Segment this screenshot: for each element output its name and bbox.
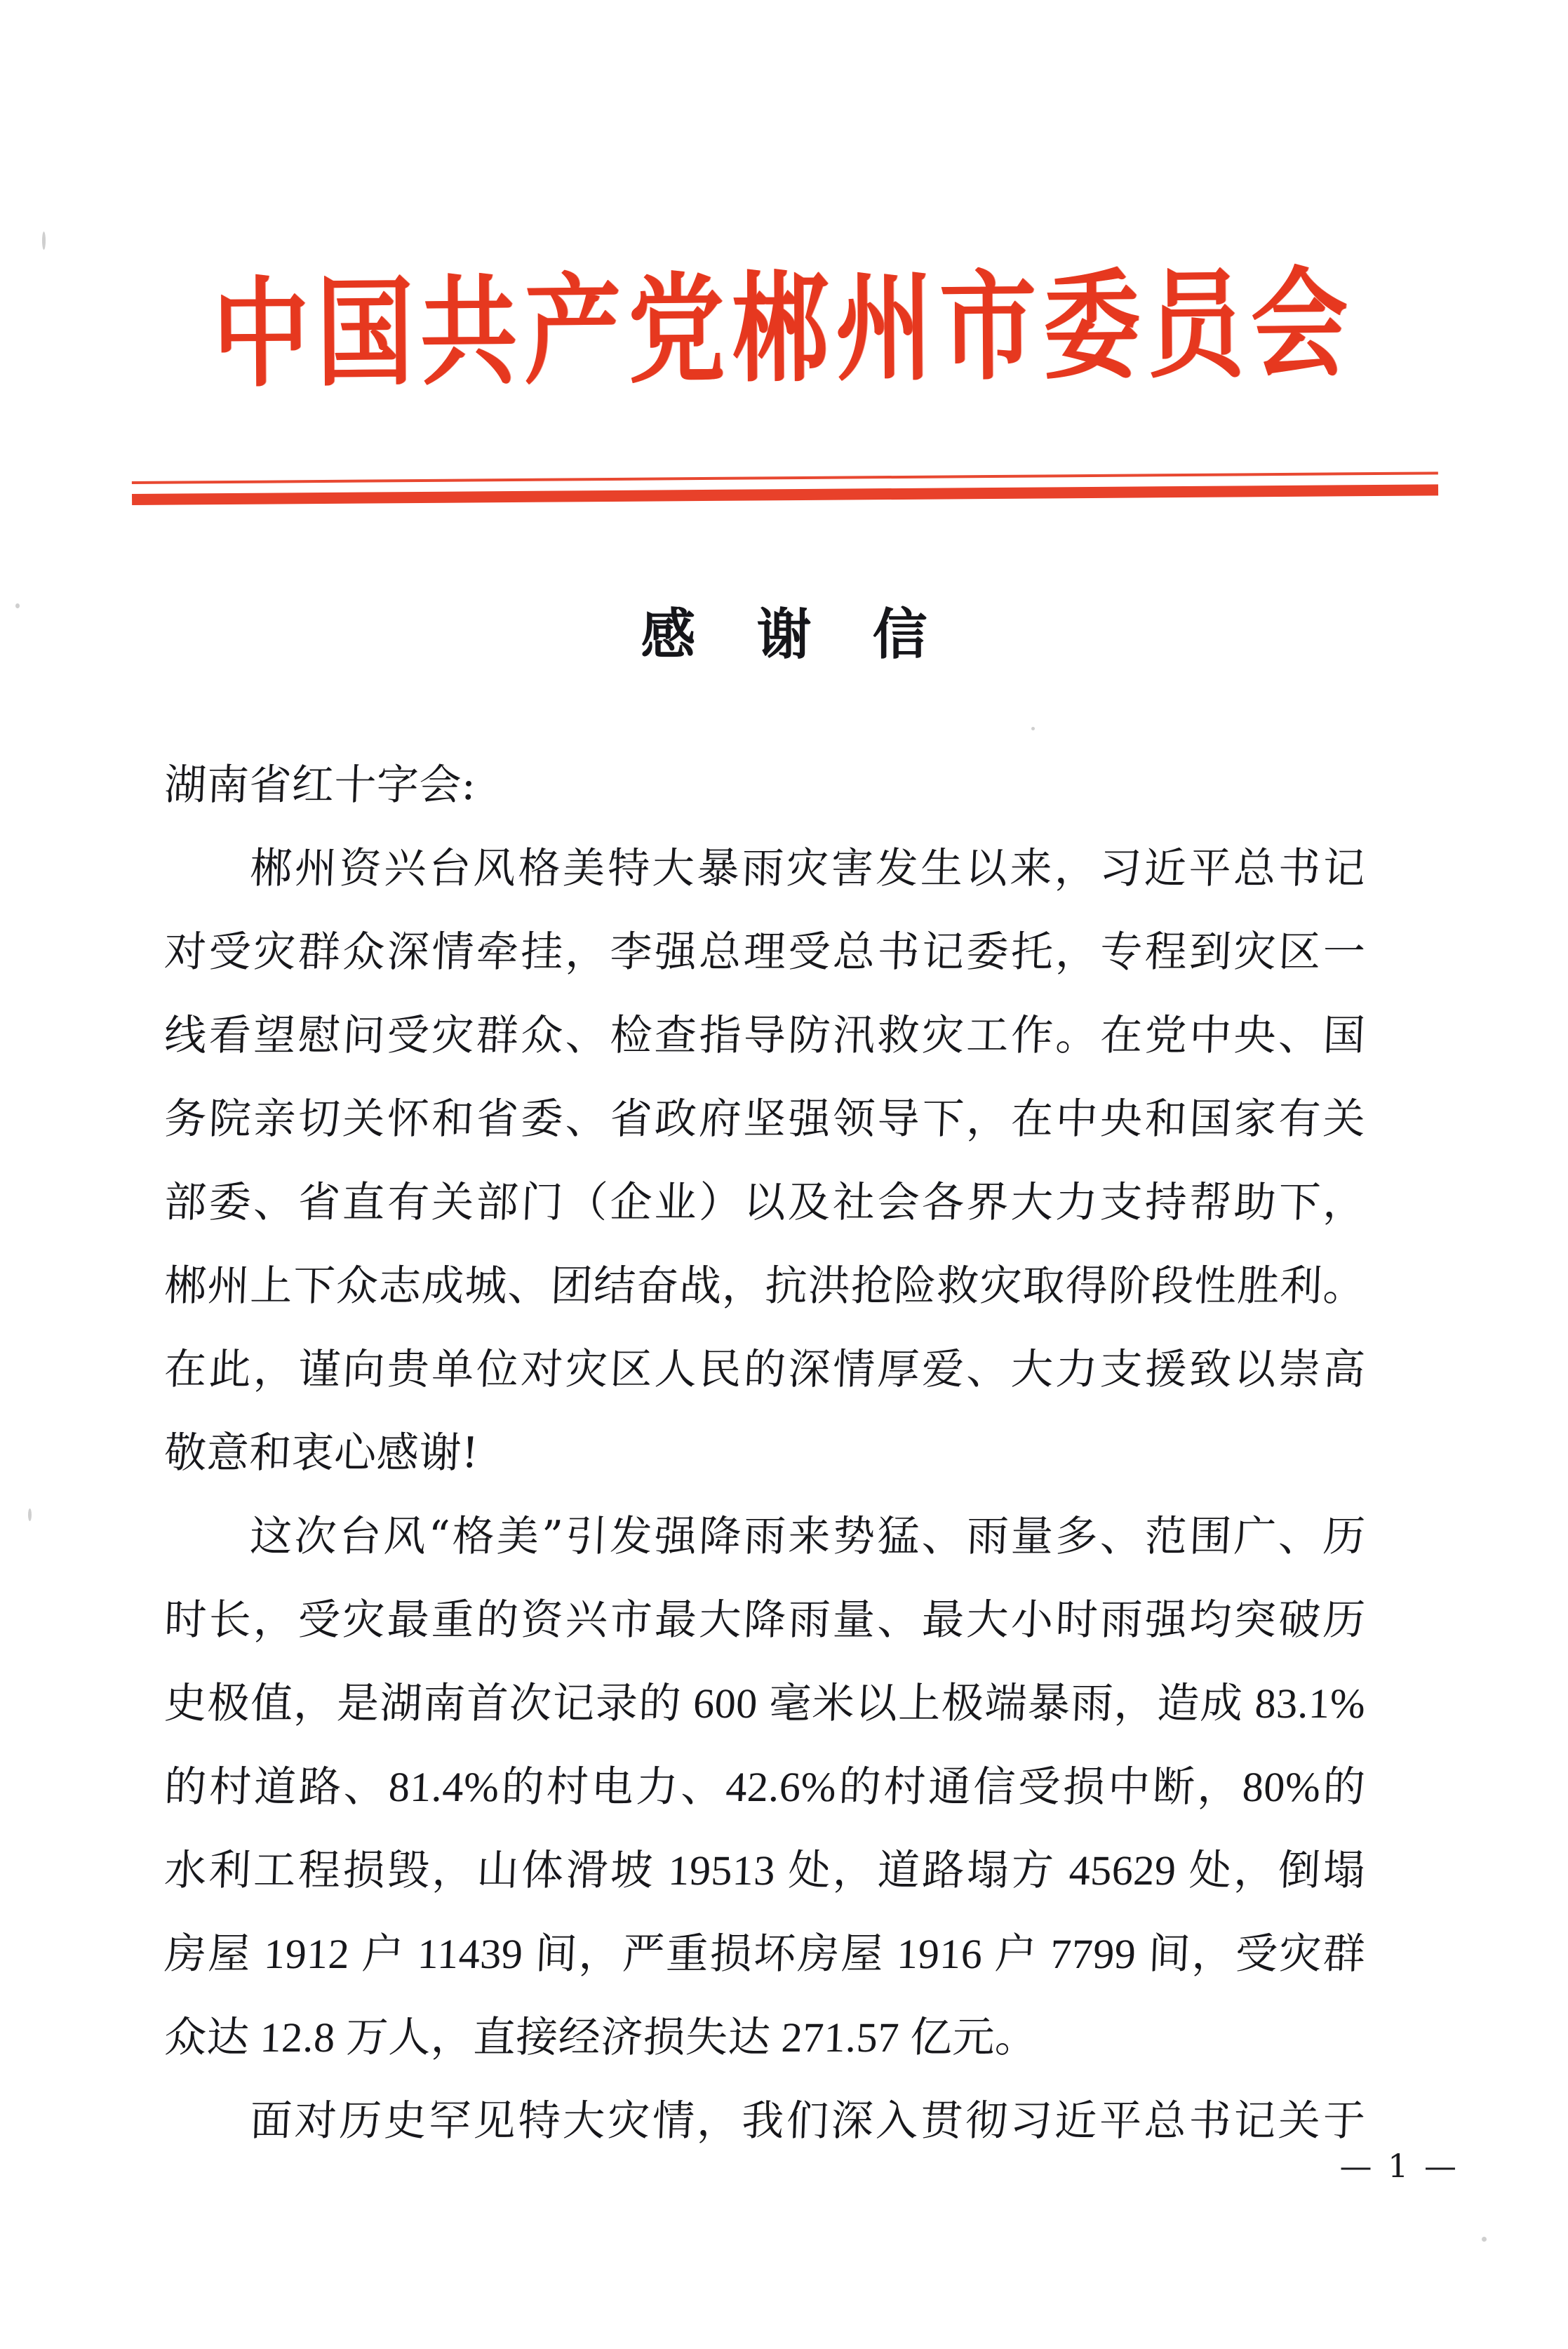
scan-speck xyxy=(42,232,46,250)
body-line: 郴州资兴台风格美特大暴雨灾害发生以来，习近平总书记 xyxy=(248,844,1367,893)
body-line: 对受灾群众深情牵挂，李强总理受总书记委托，专程到灾区一 xyxy=(163,928,1367,977)
body-line: 的村道路、81.4%的村电力、42.6%的村通信受损中断，80%的 xyxy=(163,1764,1367,1810)
page-title: 感 谢 信 xyxy=(641,603,949,667)
body-line: 时长，受灾最重的资兴市最大降雨量、最大小时雨强均突破历 xyxy=(163,1595,1367,1645)
body-line: 水利工程损毁，山体滑坡 19513 处，道路塌方 45629 处，倒塌 xyxy=(163,1847,1367,1894)
scan-speck xyxy=(1482,2237,1487,2242)
body-line: 这次台风“格美”引发强降雨来势猛、雨量多、范围广、历 xyxy=(248,1512,1367,1561)
letterhead-divider-rules xyxy=(132,471,1438,505)
body-line: 房屋 1912 户 11439 间，严重损坏房屋 1916 户 7799 间，受灾群 xyxy=(163,1931,1367,1977)
salutation: 湖南省红十字会: xyxy=(163,761,477,810)
paragraph-2 xyxy=(163,1495,1367,2080)
body-line: 众达 12.8 万人，直接经济损失达 271.57 亿元。 xyxy=(163,2014,1039,2061)
body-line: 务院亲切关怀和省委、省政府坚强领导下，在中央和国家有关 xyxy=(163,1095,1367,1144)
scan-speck xyxy=(1031,727,1035,730)
page-number: — 1 — xyxy=(1339,2147,1459,2185)
body-line: 史极值，是湖南首次记录的 600 毫米以上极端暴雨，造成 83.1% xyxy=(163,1680,1367,1727)
body-line: 在此，谨向贵单位对灾区人民的深情厚爱、大力支援致以崇高 xyxy=(163,1345,1367,1394)
body-line: 敬意和衷心感谢! xyxy=(163,1428,480,1478)
letterhead-organization-name: 中国共产党郴州市委员会 xyxy=(212,253,1356,404)
letter-body xyxy=(163,744,1367,2163)
body-line: 线看望慰问受灾群众、检查指导防汛救灾工作。在党中央、国 xyxy=(163,1011,1367,1060)
paragraph-1 xyxy=(163,827,1367,1495)
letterhead xyxy=(0,253,1568,404)
scan-speck xyxy=(28,1508,32,1521)
body-line: 郴州上下众志成城、团结奋战，抗洪抢险救灾取得阶段性胜利。 xyxy=(163,1262,1367,1311)
body-line: 面对历史罕见特大灾情，我们深入贯彻习近平总书记关于 xyxy=(248,2096,1367,2146)
body-line: 部委、省直有关部门（企业）以及社会各界大力支持帮助下， xyxy=(163,1178,1367,1227)
